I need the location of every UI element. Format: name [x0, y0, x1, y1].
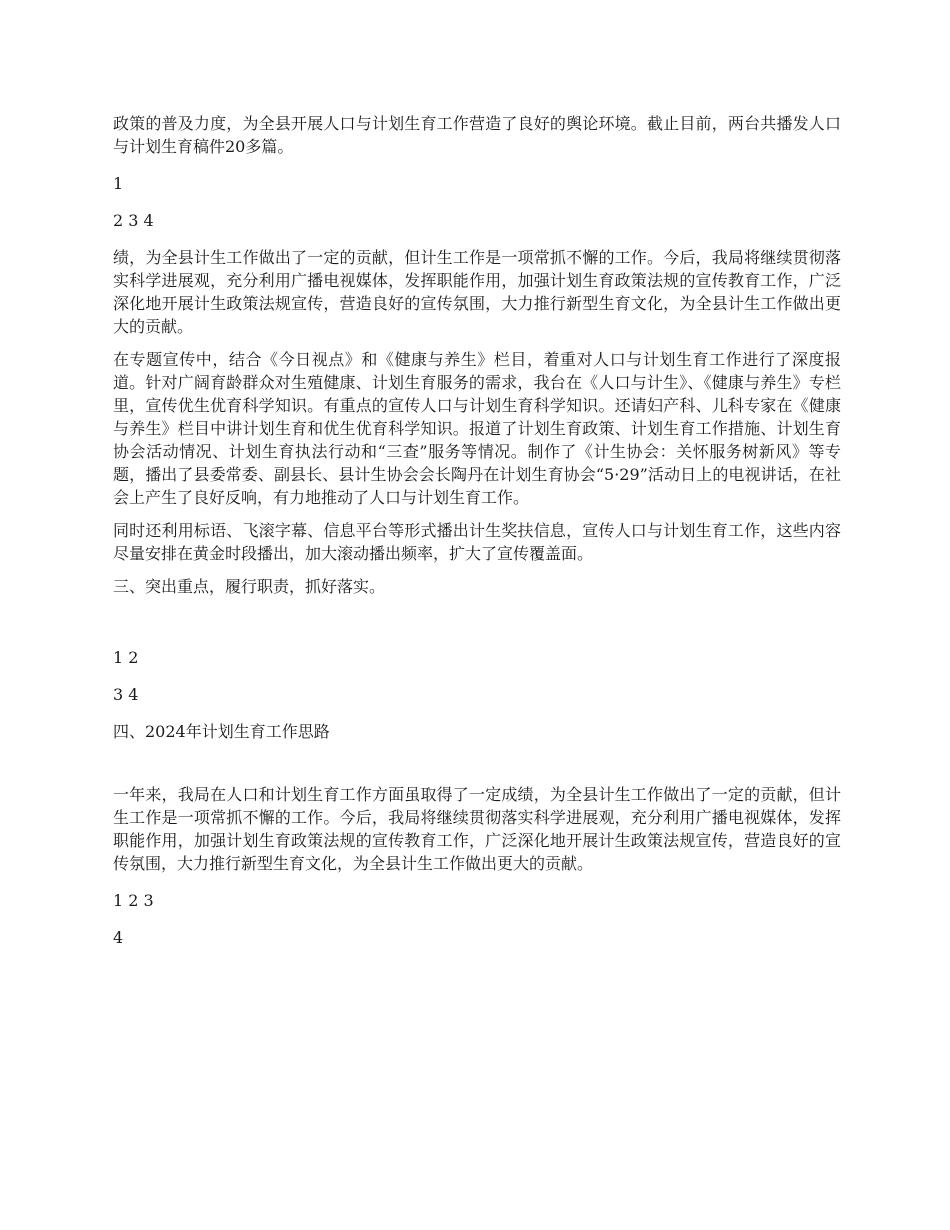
paragraph-broadcast-forms: 同时还利用标语、飞滚字幕、信息平台等形式播出计生奖扶信息，宣传人口与计划生育工作，这些内容尽量安排在黄金时段播出，加大滚动播出频率，扩大了宣传覆盖面。 [113, 521, 841, 563]
page-number-marker: 1 [113, 174, 124, 193]
paragraph-contribution: 绩，为全县计生工作做出了一定的贡献，但计生工作是一项常抓不懈的工作。今后，我局将继续贯彻落实科学进展观，充分利用广播电视媒体，发挥职能作用，加强计划生育政策法规的宣传教育工作，广泛深化地开展计生政策法规宣传，营造良好的宣传氛围，大力推行新型生育文化，为全县计生工作做出更大的贡献。 [113, 248, 841, 336]
paragraph-summary: 一年来，我局在人口和计划生育工作方面虽取得了一定成绩，为全县计生工作做出了一定的贡献，但计生工作是一项常抓不懈的工作。今后，我局将继续贯彻落实科学进展观，充分利用广播电视媒体，发挥职能作用，加强计划生育政策法规的宣传教育工作，广泛深化地开展计生政策法规宣传，营造良好的宣传氛围，大力推行新型生育文化，为全县计生工作做出更大的贡献。 [113, 785, 841, 873]
page-number-marker: 1 2 3 [113, 891, 154, 910]
page-number-marker: 3 4 [113, 685, 139, 704]
section-heading-three: 三、突出重点，履行职责，抓好落实。 [113, 577, 386, 596]
document-page [113, 112, 841, 949]
paragraph-intro: 政策的普及力度，为全县开展人口与计划生育工作营造了良好的舆论环境。截止目前，两台共播发人口与计划生育稿件20多篇。 [113, 114, 841, 156]
page-number-marker: 4 [113, 928, 124, 947]
paragraph-special-coverage: 在专题宣传中，结合《今日视点》和《健康与养生》栏目，着重对人口与计划生育工作进行了深度报道。针对广阔育龄群众对生殖健康、计划生育服务的需求，我台在《人口与计生》、《健康与养生》专栏里，宣传优生优育科学知识。有重点的宣传人口与计划生育科学知识。还请妇产科、儿科专家在《健康与养生》栏目中讲计划生育和优生优育科学知识。报道了计划生育政策、计划生育工作措施、计划生育协会活动情况、计划生育执法行动和“三查”服务等情况。制作了《计生协会：关怀服务树新风》等专题，播出了县委常委、副县长、县计生协会会长陶丹在计划生育协会“5·29”活动日上的电视讲话，在社会上产生了良好反响，有力地推动了人口与计划生育工作。 [113, 350, 841, 507]
page-number-marker: 2 3 4 [113, 211, 154, 230]
section-heading-four: 四、2024年计划生育工作思路 [113, 722, 330, 741]
page-number-marker: 1 2 [113, 648, 139, 667]
